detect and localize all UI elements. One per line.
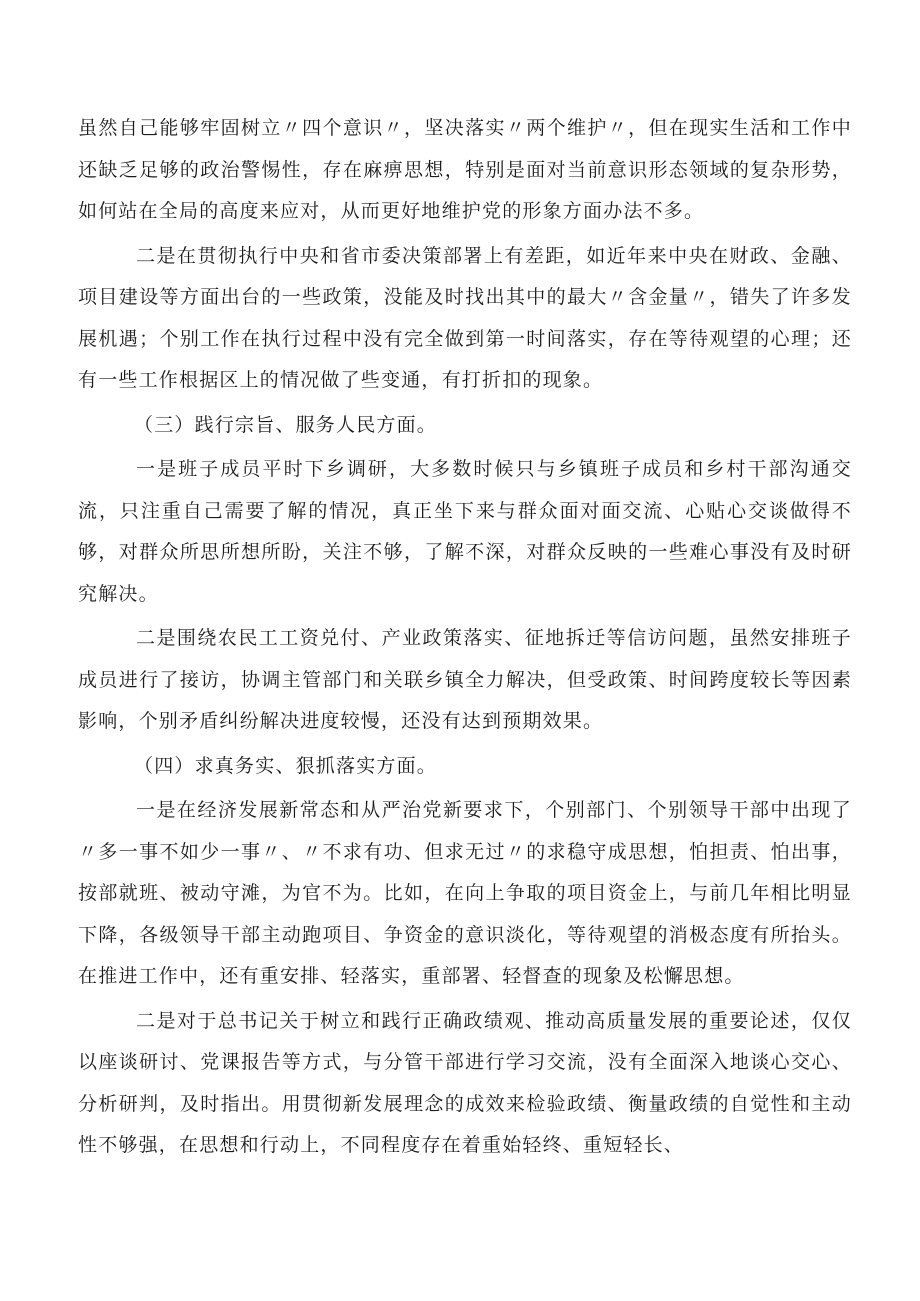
paragraph-continuation: 虽然自己能够牢固树立〃四个意识〃，坚决落实〃两个维护〃，但在现实生活和工作中还缺乏足够的政治警惕性，存在麻痹思想，特别是面对当前意识形态领域的复杂形势，如何站在全局的高度来应对，从而更好地维护党的形象方面办法不多。 bbox=[78, 117, 852, 222]
paragraph-policy-execution: 二是在贯彻执行中央和省市委决策部署上有差距，如近年来中央在财政、金融、项目建设等方面出台的一些政策，没能及时找出其中的最大〃含金量〃，错失了许多发展机遇；个别工作在执行过程中没有完全做到第一时间落实，存在等待观望的心理；还有一些工作根据区上的情况做了些变通，有打折扣的现象。 bbox=[78, 244, 852, 391]
document-page bbox=[78, 108, 852, 1167]
paragraph-performance-view: 二是对于总书记关于树立和践行正确政绩观、推动高质量发展的重要论述，仅仅以座谈研讨、党课报告等方式，与分管干部进行学习交流，没有全面深入地谈心交心、分析研判，及时指出。用贯彻新发展理念的成效来检验政绩、衡量政绩的自觉性和主动性不够强，在思想和行动上，不同程度存在着重始轻终、重短轻长、 bbox=[78, 1009, 852, 1156]
section-heading-3: （三）践行宗旨、服务人民方面。 bbox=[134, 413, 438, 436]
paragraph-grassroots-research: 一是班子成员平时下乡调研，大多数时候只与乡镇班子成员和乡村干部沟通交流，只注重自己需要了解的情况，真正坐下来与群众面对面交流、心贴心交谈做得不够，对群众所思所想所盼，关注不够，了解不深，对群众反映的一些难心事没有及时研究解决。 bbox=[78, 458, 852, 605]
section-heading-4: （四）求真务实、狠抓落实方面。 bbox=[134, 754, 438, 777]
paragraph-conservative-thinking: 一是在经济发展新常态和从严治党新要求下，个别部门、个别领导干部中出现了〃多一事不如少一事〃、〃不求有功、但求无过〃的求稳守成思想，怕担责、怕出事，按部就班、被动守滩，为官不为。比如，在向上争取的项目资金上，与前几年相比明显下降，各级领导干部主动跑项目、争资金的意识淡化，等待观望的消极态度有所抬头。在推进工作中，还有重安排、轻落实，重部署、轻督查的现象及松懈思想。 bbox=[78, 799, 852, 987]
paragraph-petition-issues: 二是围绕农民工工资兑付、产业政策落实、征地拆迁等信访问题，虽然安排班子成员进行了接访，协调主管部门和关联乡镇全力解决，但受政策、时间跨度较长等因素影响，个别矛盾纠纷解决进度较慢，还没有达到预期效果。 bbox=[78, 627, 852, 732]
